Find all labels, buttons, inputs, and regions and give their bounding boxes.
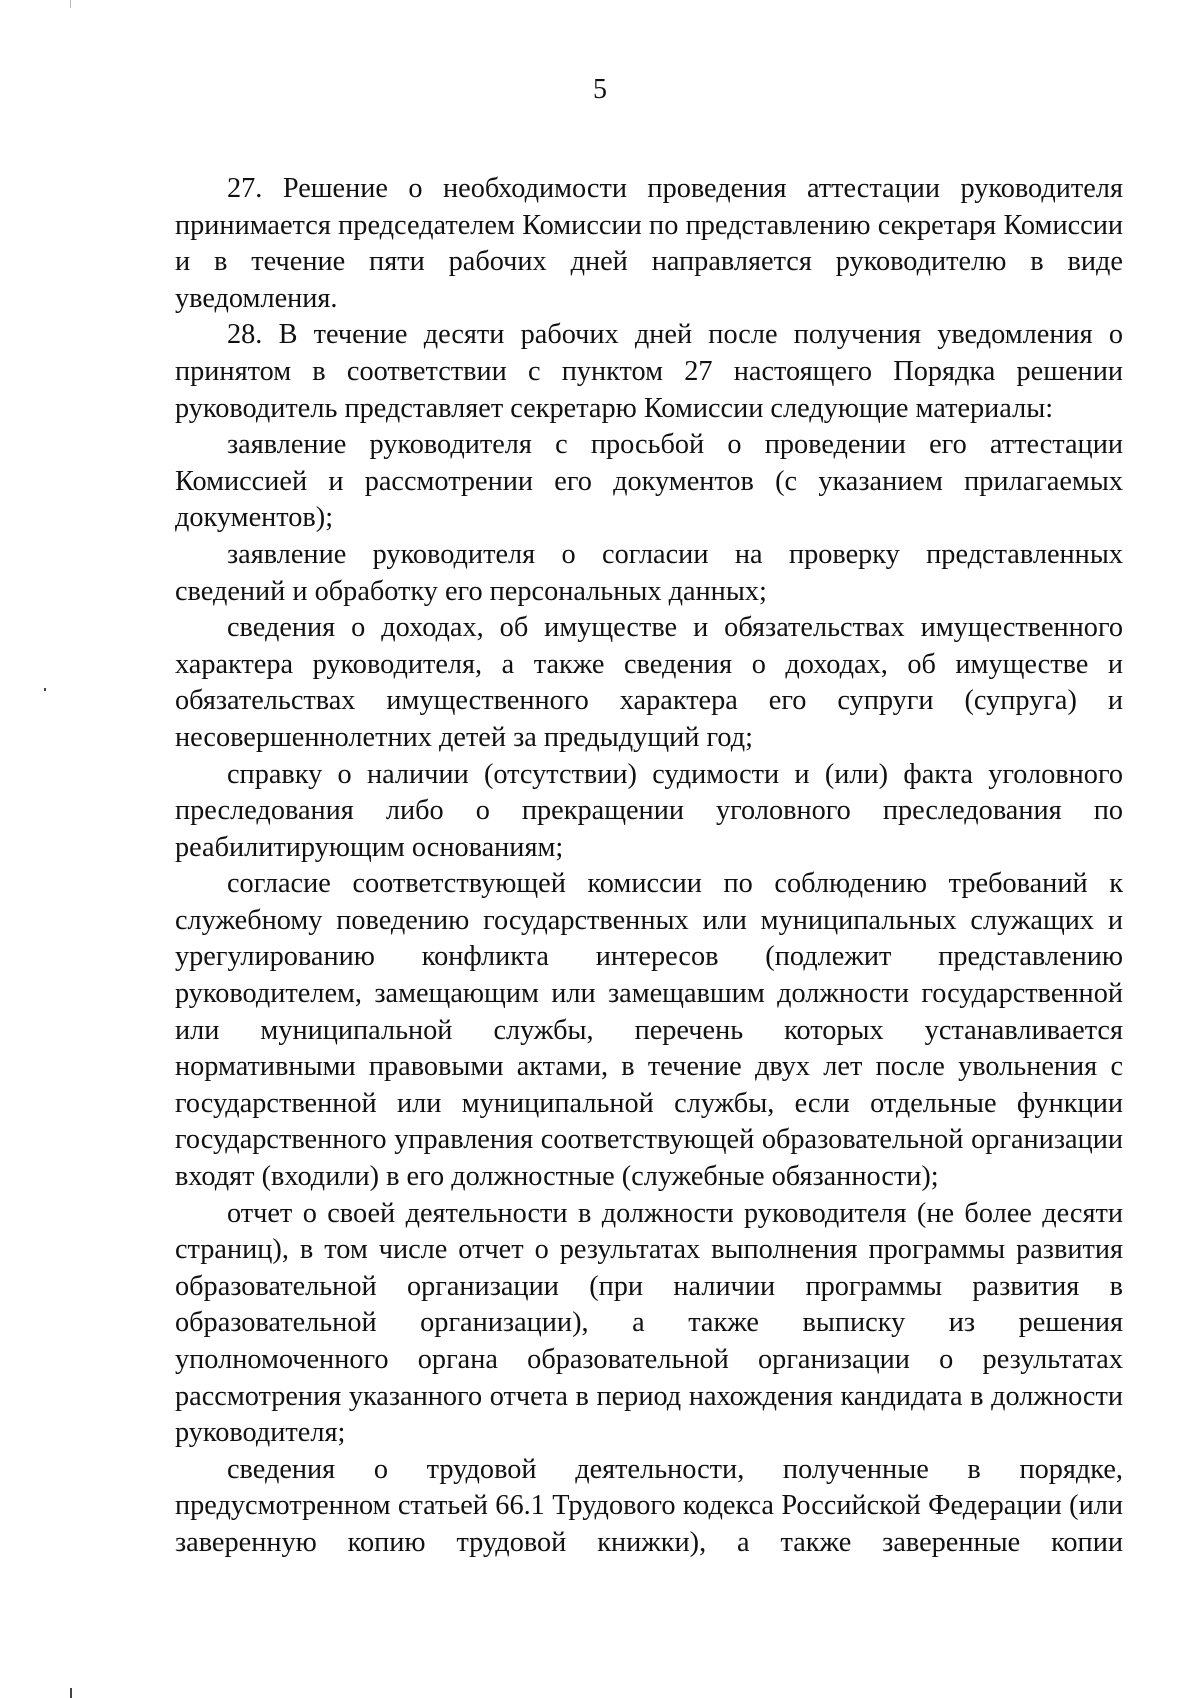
scan-artifact-mark xyxy=(70,1688,72,1698)
list-item-income-information: сведения о доходах, об имуществе и обязательствах имущественного характера руководителя, а также сведения о доходах, об имуществе и обязательствах имущественного характера его супруги (супруга) и несовершеннолетних детей за предыдущий год; xyxy=(175,612,1123,753)
list-item-application-attestation: заявление руководителя с просьбой о проведении его аттестации Комиссией и рассмотрении его документов (с указанием прилагаемых документов); xyxy=(175,429,1123,534)
list-item-commission-consent: согласие соответствующей комиссии по соблюдению требований к служебному поведению государственных или муниципальных служащих и урегулированию конфликта интересов (подлежит представлению руководителем, замещающим или замещавшим должности государственной или муниципальной службы, перечень которых устанавливается нормативными правовыми актами, в течение двух лет после увольнения с государственной или муниципальной службы, если отдельные функции государственного управления соответствующей образовательной организации входят (входили) в его должностные (служебные обязанности); xyxy=(175,868,1123,1193)
paragraph-27: 27. Решение о необходимости проведения аттестации руководителя принимается председателем Комиссии по представлению секретаря Комиссии и в течение пяти рабочих дней направляется руководителю в виде уведомления. xyxy=(175,173,1123,314)
scan-artifact-mark xyxy=(44,688,46,691)
scan-artifact-mark xyxy=(70,0,71,8)
paragraph-28: 28. В течение десяти рабочих дней после получения уведомления о принятом в соответствии с пунктом 27 настоящего Порядка решении руководитель представляет секретарю Комиссии следующие материалы: xyxy=(175,319,1123,424)
page-number: 5 xyxy=(593,74,607,105)
list-item-criminal-record-certificate: справку о наличии (отсутствии) судимости и (или) факта уголовного преследования либо о прекращении уголовного преследования по реабилитирующим основаниям; xyxy=(175,758,1123,863)
document-body xyxy=(175,171,1123,1562)
list-item-activity-report: отчет о своей деятельности в должности руководителя (не более десяти страниц), в том числе отчет о результатах выполнения программы развития образовательной организации (при наличии программы развития в образовательной организации), а также выписку из решения уполномоченного органа образовательной организации о результатах рассмотрения указанного отчета в период нахождения кандидата в должности руководителя; xyxy=(175,1197,1123,1449)
list-item-application-consent: заявление руководителя о согласии на проверку представленных сведений и обработку его персональных данных; xyxy=(175,538,1123,607)
list-item-employment-information: сведения о трудовой деятельности, полученные в порядке, предусмотренном статьей 66.1 Трудового кодекса Российской Федерации (или заверенную копию трудовой книжки), а также заверенные копии xyxy=(175,1453,1123,1558)
